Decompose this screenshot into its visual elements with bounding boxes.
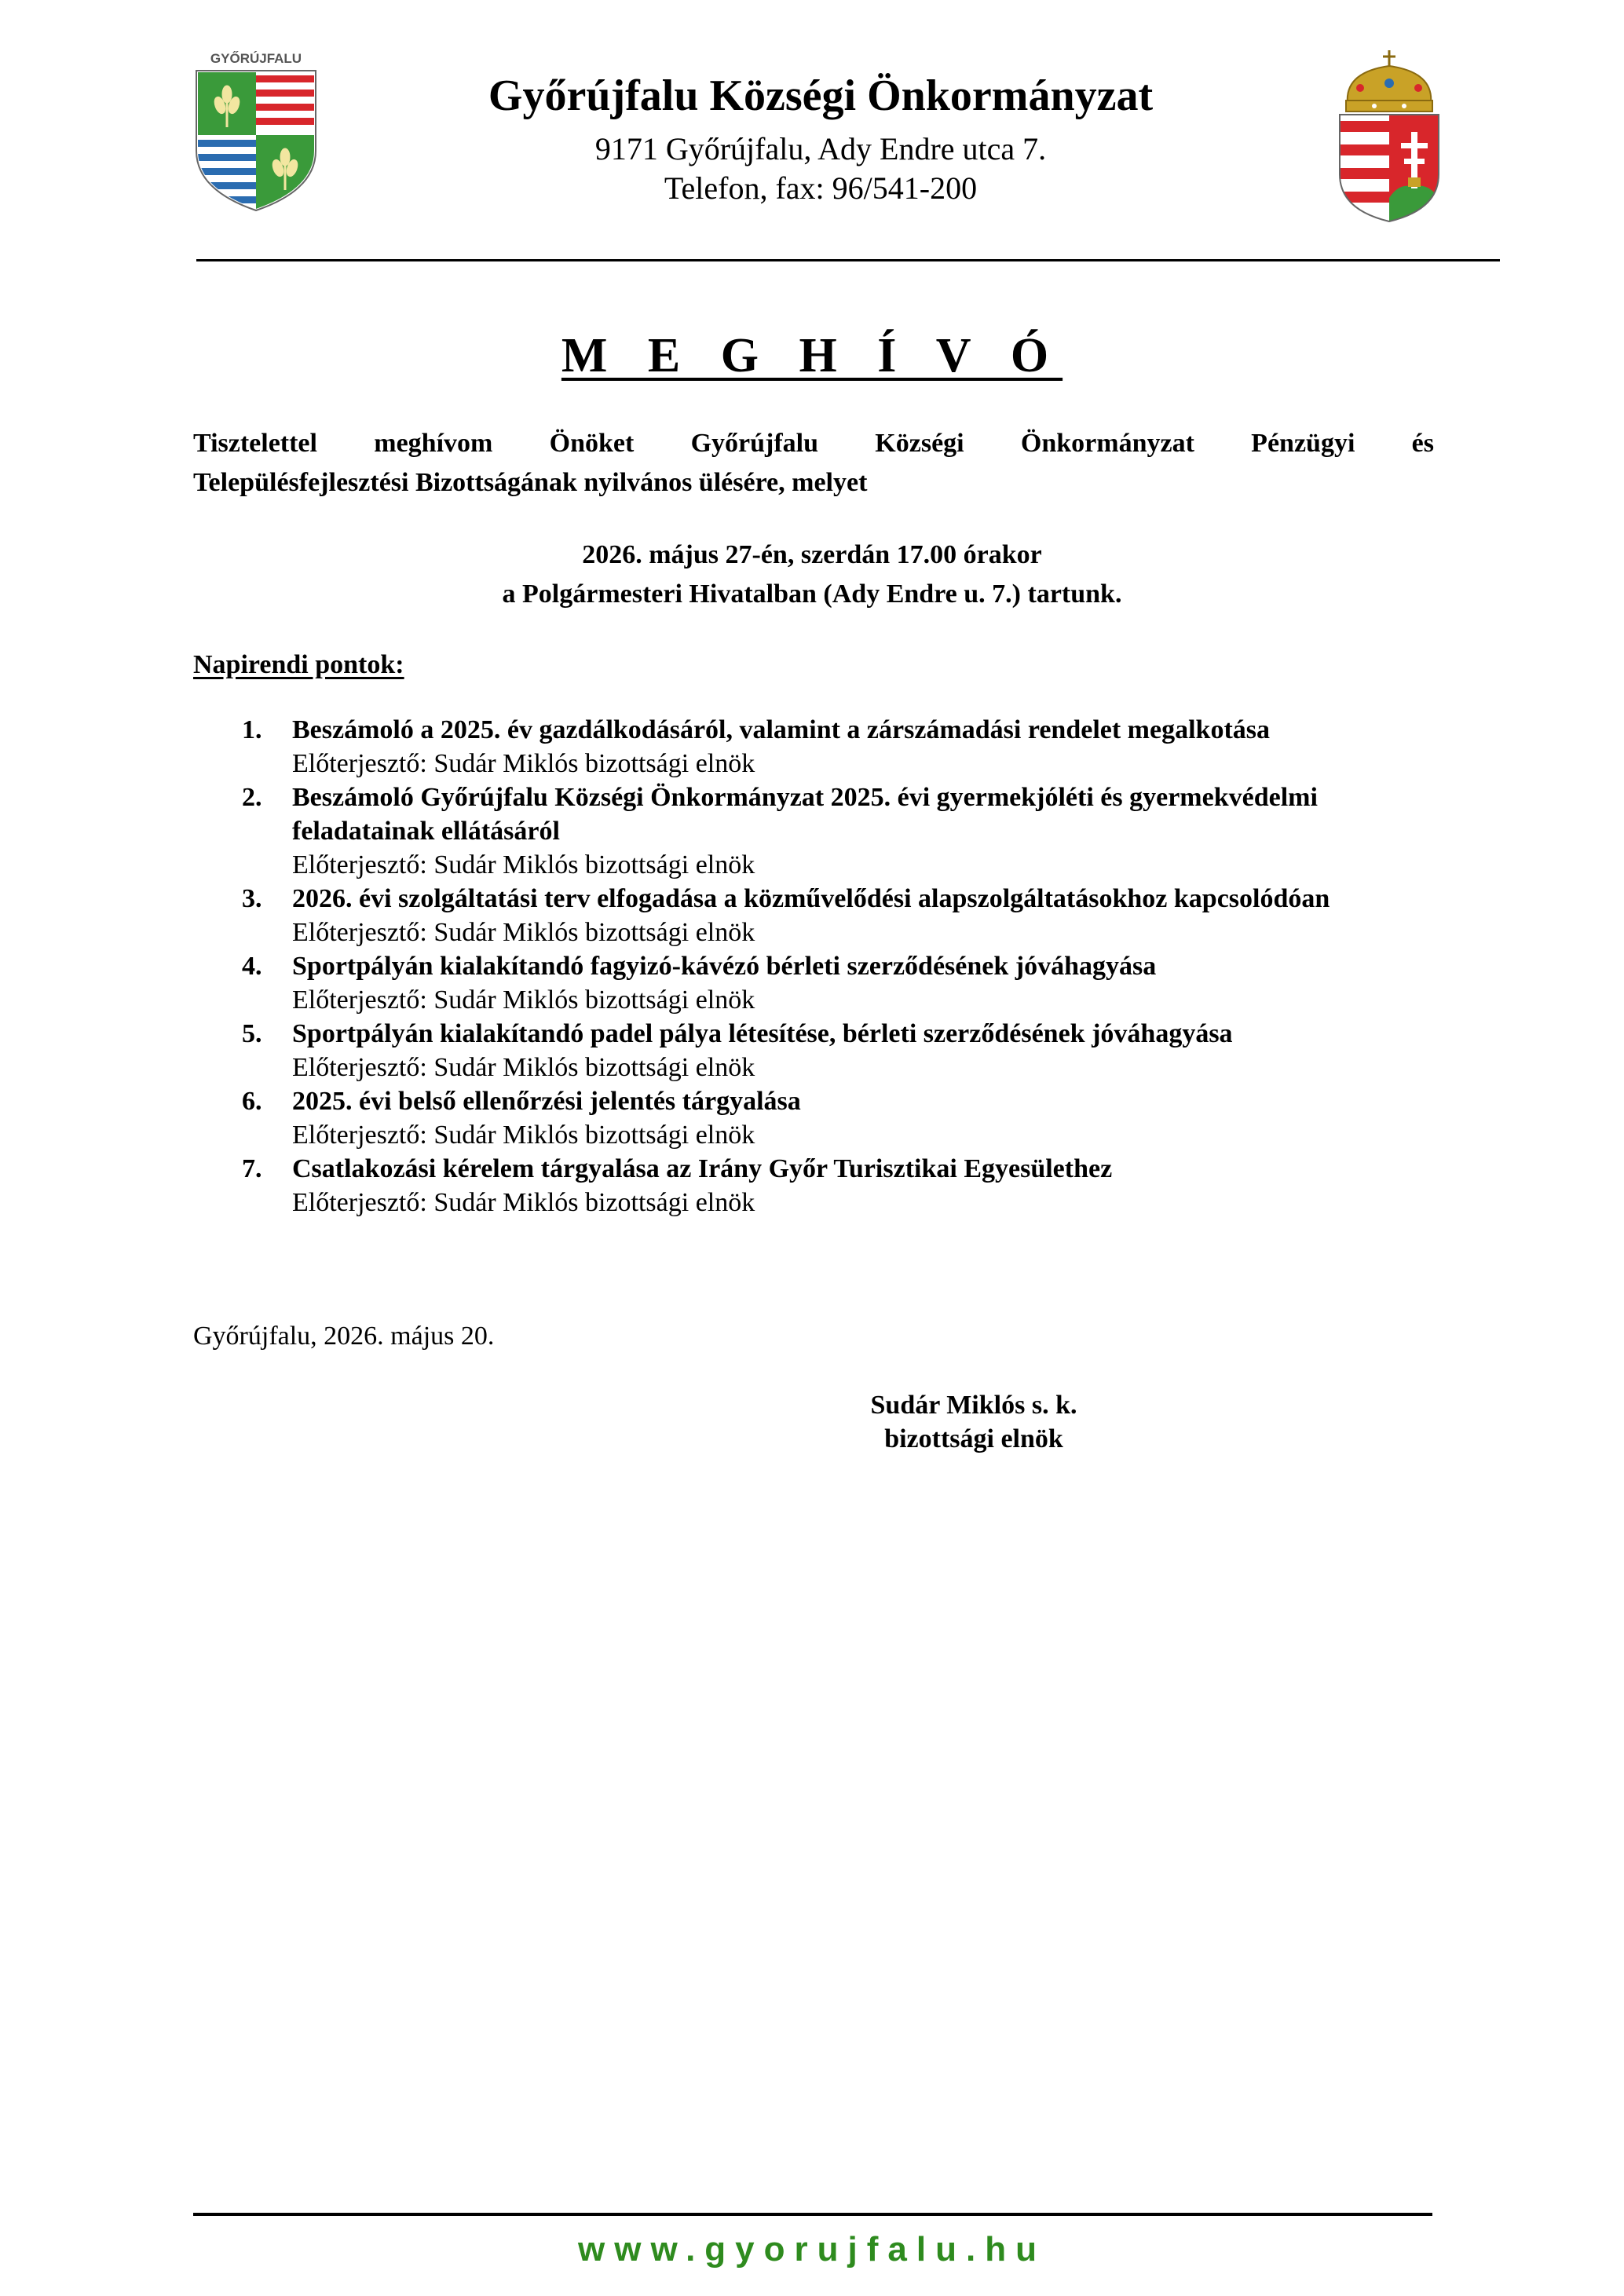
agenda-item-number: 3. [242,884,262,913]
agenda-list [242,713,1436,1219]
agenda-item [242,949,1436,1017]
agenda-item [242,882,1436,949]
organization-name: Győrújfalu Községi Önkormányzat [488,71,1154,120]
agenda-item-number: 6. [242,1087,262,1116]
gyorujfalu-coat-of-arms-icon [190,49,322,217]
intro-line-1: Tisztelettel meghívom Önöket Győrújfalu Községi Önkormányzat Pénzügyi és [193,429,1434,458]
organization-address: 9171 Győrújfalu, Ady Endre utca 7. [594,131,1047,166]
agenda-item-presenter: Előterjesztő: Sudár Miklós bizottsági elnök [292,918,755,947]
intro-line-2: Településfejlesztési Bizottságának nyilvános ülésére, melyet [193,468,868,497]
footer-divider [193,2213,1432,2216]
agenda-heading: Napirendi pontok: [193,650,404,679]
agenda-item-presenter: Előterjesztő: Sudár Miklós bizottsági elnök [292,1188,755,1217]
intro-paragraph [193,424,1434,503]
agenda-item-title: Csatlakozási kérelem tárgyalása az Irány Győr Turisztikai Egyesülethez [292,1154,1113,1183]
agenda-item [242,1084,1436,1152]
organization-phone: Telefon, fax: 96/541-200 [664,170,978,206]
document-title: M E G H Í V Ó [561,329,1063,382]
agenda-item-title: 2026. évi szolgáltatási terv elfogadása a közművelődési alapszolgáltatásokhoz kapcsolódóan [292,884,1330,913]
agenda-item-title: 2025. évi belső ellenőrzési jelentés tárgyalása [292,1087,801,1116]
agenda-item-number: 1. [242,715,262,744]
agenda-item-presenter: Előterjesztő: Sudár Miklós bizottsági elnök [292,850,755,879]
agenda-item-number: 4. [242,952,262,981]
signer-name: Sudár Miklós s. k. [870,1391,1077,1420]
agenda-item-presenter: Előterjesztő: Sudár Miklós bizottsági elnök [292,985,755,1015]
agenda-item-presenter: Előterjesztő: Sudár Miklós bizottsági elnök [292,1053,755,1082]
agenda-item [242,1017,1436,1084]
hungary-coat-of-arms-icon [1337,49,1442,223]
agenda-item-title: Sportpályán kialakítandó padel pálya létesítése, bérleti szerződésének jóváhagyása [292,1019,1233,1048]
agenda-item-number: 5. [242,1019,262,1048]
agenda-item-title: Beszámoló a 2025. év gazdálkodásáról, valamint a zárszámadási rendelet megalkotása [292,715,1271,744]
agenda-item-title: Beszámoló Győrújfalu Községi Önkormányzat 2025. évi gyermekjóléti és gyermekvédelmi feladatainak ellátásáról [292,783,1318,846]
website-link[interactable]: www.gyorujfalu.hu [578,2230,1046,2269]
header-divider [196,259,1500,261]
place-and-date: Győrújfalu, 2026. május 20. [193,1322,495,1351]
meeting-datetime: 2026. május 27-én, szerdán 17.00 órakor [582,540,1042,569]
agenda-item-presenter: Előterjesztő: Sudár Miklós bizottsági elnök [292,1121,755,1150]
agenda-item-presenter: Előterjesztő: Sudár Miklós bizottsági elnök [292,749,755,778]
left-crest-label: GYŐRÚJFALU [210,51,302,66]
agenda-item-number: 7. [242,1154,262,1183]
agenda-item-number: 2. [242,783,262,812]
meeting-location: a Polgármesteri Hivatalban (Ady Endre u. 7.) tartunk. [502,579,1122,609]
agenda-item [242,781,1436,882]
agenda-item [242,713,1436,781]
agenda-item [242,1152,1436,1219]
signer-title: bizottsági elnök [884,1424,1063,1453]
agenda-item-title: Sportpályán kialakítandó fagyizó-kávézó bérleti szerződésének jóváhagyása [292,952,1157,981]
